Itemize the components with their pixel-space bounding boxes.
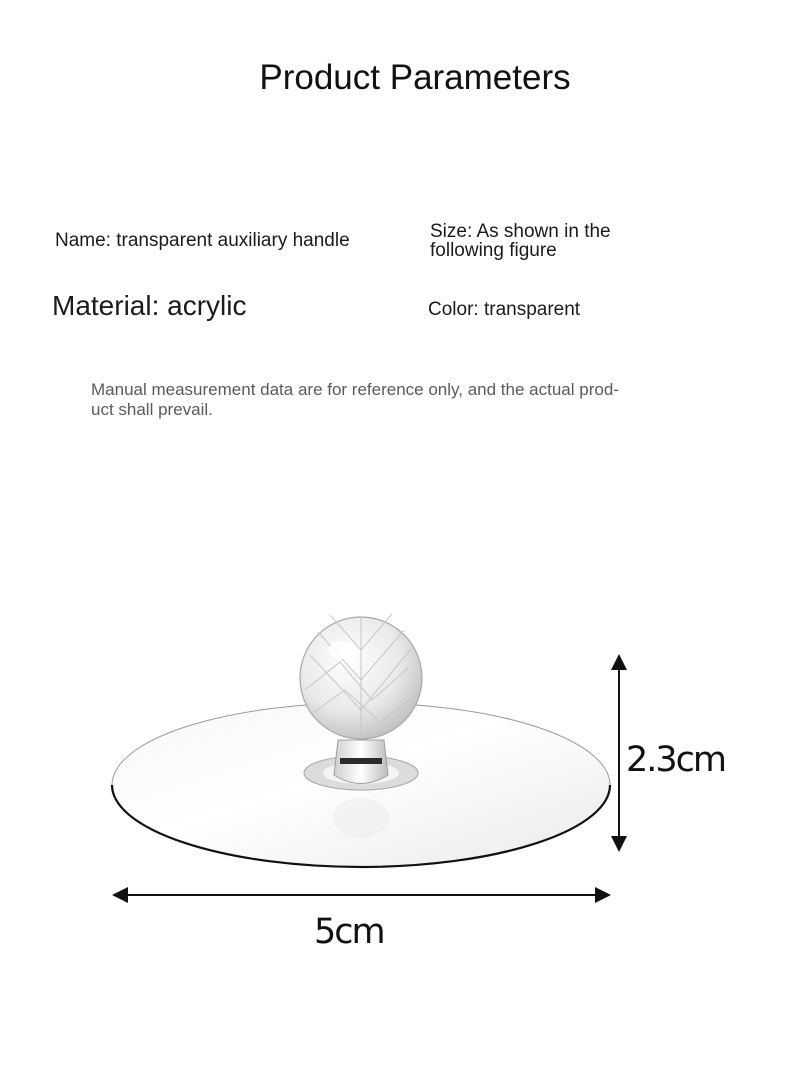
size-parameter [430, 222, 690, 260]
size-parameter-line-2: following figure [430, 240, 557, 261]
size-parameter-line-1: Size: As shown in the [430, 221, 611, 242]
width-dimension-label: 5cm [314, 912, 384, 952]
height-dimension-label: 2.3cm [626, 740, 725, 780]
page-title: Product Parameters [259, 58, 571, 97]
height-dimension-arrow [611, 654, 627, 852]
disclaimer-line-2: uct shall prevail. [91, 400, 213, 419]
material-parameter: Material: acrylic [52, 290, 247, 321]
measurement-disclaimer [91, 380, 711, 420]
color-parameter: Color: transparent [428, 299, 581, 320]
width-dimension-arrow [112, 887, 611, 903]
disclaimer-line-1: Manual measurement data are for reference only, and the actual prod- [91, 380, 619, 399]
name-parameter: Name: transparent auxiliary handle [55, 230, 350, 251]
product-figure [0, 600, 790, 1000]
crystal-knob [300, 614, 422, 790]
